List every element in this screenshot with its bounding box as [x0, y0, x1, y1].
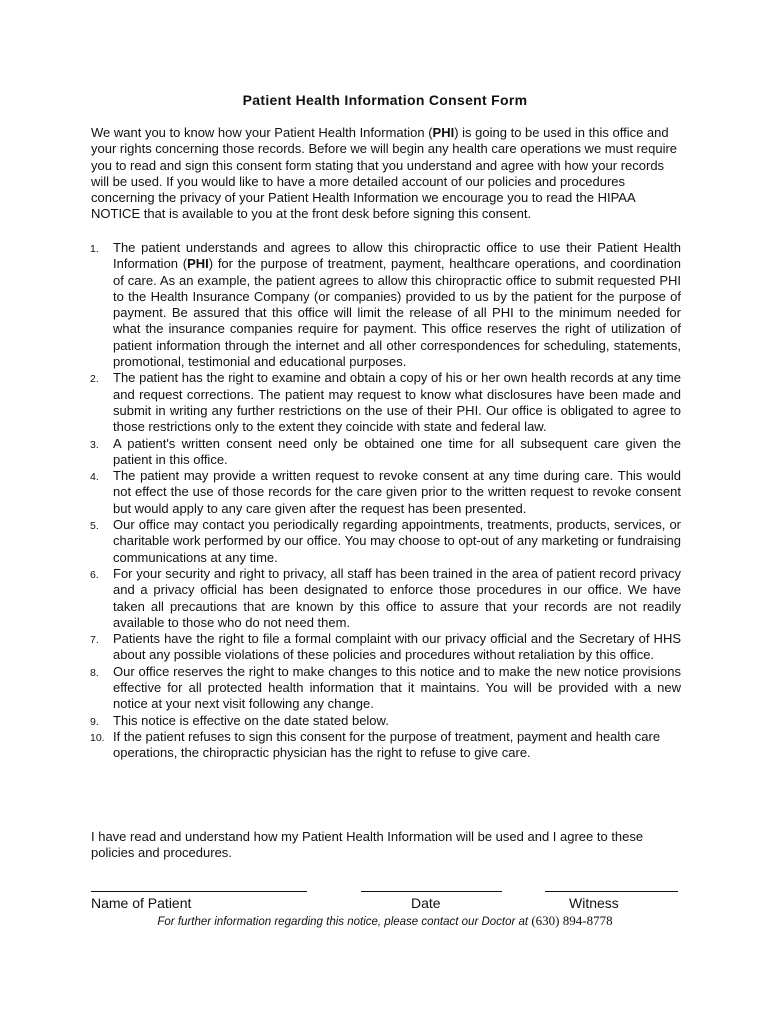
list-item: [91, 729, 681, 762]
item-text: Our office reserves the right to make changes to this notice and to make the new notice provisions effective for all protected health information that it maintains. You will be provided with a new notice at your next visit following any change.: [113, 663, 681, 712]
item-number: 7.: [90, 634, 99, 647]
footer-text: For further information regarding this notice, please contact our Doctor at: [157, 916, 529, 928]
witness-signature-line[interactable]: [545, 891, 678, 892]
intro-paragraph: [91, 125, 681, 223]
patient-signature-line[interactable]: [91, 891, 307, 892]
item-text: If the patient refuses to sign this consent for the purpose of treatment, payment and health care operations, the chiropractic physician has the right to refuse to give care.: [113, 728, 661, 761]
item-number: 8.: [90, 666, 99, 679]
consent-terms-list: [91, 240, 681, 762]
item-text: For your security and right to privacy, all staff has been trained in the area of patient record privacy and a privacy official has been designated to enforce those procedures in our office. We have taken all precautions that are known by this office to assure that your records are not readily available to those who do not need them.: [113, 565, 681, 630]
item-number: 3.: [90, 438, 99, 451]
item-text-end: ) for the purpose of treatment, payment, healthcare operations, and coordination of care. As an example, the patient agrees to allow this chiropractic office to submit requested PHI to the Health Insurance Company (or companies) provided to us by the patient for the purpose of payment. Be assured that this office will limit the release of all PHI to the minimum needed for what the insurance companies require for payment. This office reserves the right of utilization of patient information through the internet and all other correspondences for scheduling, statements, promotional, testimonial and educational purposes.: [113, 256, 681, 370]
witness-label: Witness: [569, 895, 619, 911]
date-signature-line[interactable]: [361, 891, 502, 892]
intro-phi-term: PHI: [432, 125, 455, 140]
list-item: [91, 517, 681, 566]
item-number: 4.: [90, 471, 99, 484]
item-text-start: The patient understands and agrees to allow this chiropractic office to use their Patient Health Information (: [113, 240, 681, 272]
list-item: [91, 370, 681, 435]
doctor-phone-number: (630) 894-8778: [531, 913, 613, 928]
item-text: A patient's written consent need only be obtained one time for all subsequent care given the patient in this office.: [113, 435, 681, 467]
item-number: 5.: [90, 520, 99, 533]
item-number: 10.: [90, 731, 105, 744]
item-phi-term: PHI: [187, 256, 209, 272]
intro-text-end: ) is going to be used in this office and your rights concerning those records. Before we will begin any health care operations we must require you to read and sign this consent form stating that you understand and agree with how your records will be used. If you would like to have a more detailed account of our policies and procedures concerning the privacy of your Patient Health Information we encourage you to read the HIPAA NOTICE that is available to you at the front desk before signing this consent.: [91, 125, 678, 222]
list-item: [91, 566, 681, 631]
intro-text-start: We want you to know how your Patient Health Information (: [91, 125, 433, 140]
list-item: [91, 240, 681, 370]
date-label: Date: [411, 895, 441, 911]
item-number: 6.: [90, 568, 99, 581]
list-item: [91, 631, 681, 664]
list-item: [91, 664, 681, 713]
item-number: 9.: [90, 715, 99, 728]
footer-contact-note: [0, 913, 770, 929]
list-item: [91, 436, 681, 469]
item-text: This notice is effective on the date stated below.: [113, 712, 389, 728]
item-text: Patients have the right to file a formal complaint with our privacy official and the Secretary of HHS about any possible violations of these policies and procedures without retaliation by this office.: [113, 631, 681, 663]
patient-name-label: Name of Patient: [91, 895, 192, 911]
item-text: Our office may contact you periodically regarding appointments, treatments, products, services, or charitable work performed by our office. You may choose to opt-out of any marketing or fundraising communications at any time.: [113, 517, 681, 565]
agreement-statement: I have read and understand how my Patient Health Information will be used and I agree to these policies and procedures.: [91, 829, 644, 861]
item-number: 2.: [90, 373, 99, 386]
list-item: [91, 468, 681, 517]
item-text: The patient may provide a written request to revoke consent at any time during care. This would not effect the use of those records for the care given prior to the written request to revoke consent but would apply to any care given after the request has been presented.: [113, 468, 681, 516]
item-number: 1.: [90, 243, 99, 255]
item-text: The patient has the right to examine and obtain a copy of his or her own health records at any time and request corrections. The patient may request to know what disclosures have been made and submit in writing any further restrictions on the use of their PHI. Our office is obligated to agree to those restrictions only to the extent they coincide with state and federal law.: [113, 370, 681, 435]
form-title: Patient Health Information Consent Form: [242, 92, 528, 108]
list-item: [91, 713, 681, 729]
